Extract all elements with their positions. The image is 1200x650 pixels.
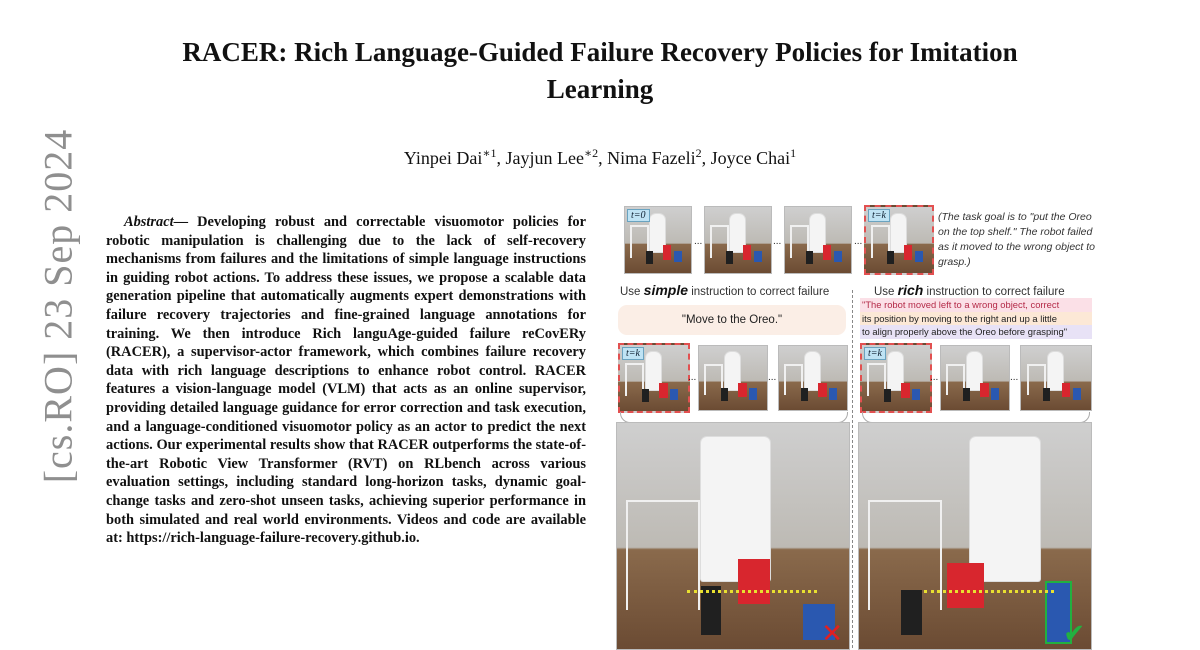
rich-instruction-line: "The robot moved left to a wrong object, correct <box>860 298 1092 312</box>
timestep-label: t=k <box>864 347 886 360</box>
failure-x-icon: ✕ <box>821 619 843 649</box>
simple-caption <box>620 282 829 298</box>
ellipsis: ... <box>773 236 782 247</box>
rich-instruction-line: to align properly above the Oreo before grasping" <box>860 325 1092 339</box>
failure-frame-image <box>864 205 934 275</box>
frame-image <box>784 206 852 274</box>
success-check-icon: ✔ <box>1063 619 1085 649</box>
caption-text: instruction to correct failure <box>923 286 1065 298</box>
task-goal-note: (The task goal is to "put the Oreo on the top shelf." The robot failed as it moved to the wrong object to grasp.) <box>938 211 1096 268</box>
abstract-heading: Abstract <box>124 214 174 230</box>
abstract-dash: — <box>173 214 188 230</box>
abstract-body: Developing robust and correctable visuomotor policies for robotic manipulation is challenging due to the lack of self-recovery mechanisms from failures and the limitations of simple language instructions in guiding robot actions. To address these issues, we propose a scalable data generation pipeline that automatically augments expert demonstrations with failure recovery trajectories and fine-grained language annotations for training. We then introduce Rich languAge-guided failure reCovERy (RACER), a supervisor-actor framework, which combines failure recovery data with rich language descriptions to enhance robot control. RACER features a vision-language model (VLM) that acts as an online supervisor, providing detailed language guidance for error correction and task execution, and a language-conditioned visuomotor policy as an actor to predict the next actions. Our experimental results show that RACER outperforms the state-of-the-art Robotic View Transformer (RVT) on RLbench across various evaluation settings, including standard long-horizon tasks, dynamic goal-change tasks and zero-shot unseen tasks, achieving superior performance in both simulated and real world environments. Videos and code are available at: https://rich-language-failure-recovery.github.io. <box>106 214 586 547</box>
ellipsis: ... <box>688 372 697 383</box>
rich-outcome-photo <box>858 422 1092 650</box>
author-list: Yinpei Dai$^{∗1}$, Jayjun Lee$^{∗2}$, Nima Fazeli$^2$, Joyce Chai$^1$ <box>403 146 797 168</box>
caption-text: instruction to correct failure <box>688 286 830 298</box>
recovery-frame-image <box>940 345 1010 411</box>
timestep-label: t=k <box>868 209 890 222</box>
rich-instruction-box <box>860 298 1092 339</box>
caption-keyword: simple <box>643 282 689 298</box>
recovery-frame-image <box>1020 345 1092 411</box>
simple-instruction-text: "Move to the Oreo." <box>681 314 783 326</box>
timestep-label: t=k <box>622 347 644 360</box>
title-line-1: RACER: Rich Language-Guided Failure Recovery Policies for Imitation <box>182 37 1018 67</box>
recovery-frame-image <box>698 345 768 411</box>
ellipsis: ... <box>694 236 703 247</box>
recovery-frame-image <box>618 343 690 413</box>
ellipsis: ... <box>930 372 939 383</box>
frame-image <box>704 206 772 274</box>
ellipsis: ... <box>854 236 863 247</box>
ellipsis: ... <box>1010 372 1019 383</box>
author: Yinpei Dai <box>403 148 483 168</box>
recovery-frame-image <box>860 343 932 413</box>
simple-instruction-box <box>618 305 846 335</box>
author-affiliation: ∗1 <box>482 146 497 160</box>
caption-keyword: rich <box>897 282 924 298</box>
title-line-2: Learning <box>546 74 654 104</box>
rich-caption <box>874 282 1065 298</box>
author-affiliation: 2 <box>695 146 702 160</box>
abstract <box>106 213 586 548</box>
frame-image <box>624 206 692 274</box>
arxiv-stamp-text: [cs.RO] 23 Sep 2024 <box>35 128 81 484</box>
rich-instruction-line: its position by moving to the right and up a little <box>860 312 1092 326</box>
ellipsis: ... <box>768 372 777 383</box>
author: Nima Fazeli <box>607 148 696 168</box>
paper-title <box>60 34 1140 108</box>
simple-outcome-photo <box>616 422 850 650</box>
author-affiliation: 1 <box>790 146 797 160</box>
caption-text: Use <box>620 286 644 298</box>
figure-divider <box>852 290 853 648</box>
caption-text: Use <box>874 286 898 298</box>
author-affiliation: ∗2 <box>584 146 599 160</box>
teaser-figure <box>612 200 1094 648</box>
author: Jayjun Lee <box>505 148 584 168</box>
recovery-frame-image <box>778 345 848 411</box>
timestep-label: t=0 <box>627 209 650 222</box>
author: Joyce Chai <box>710 148 791 168</box>
